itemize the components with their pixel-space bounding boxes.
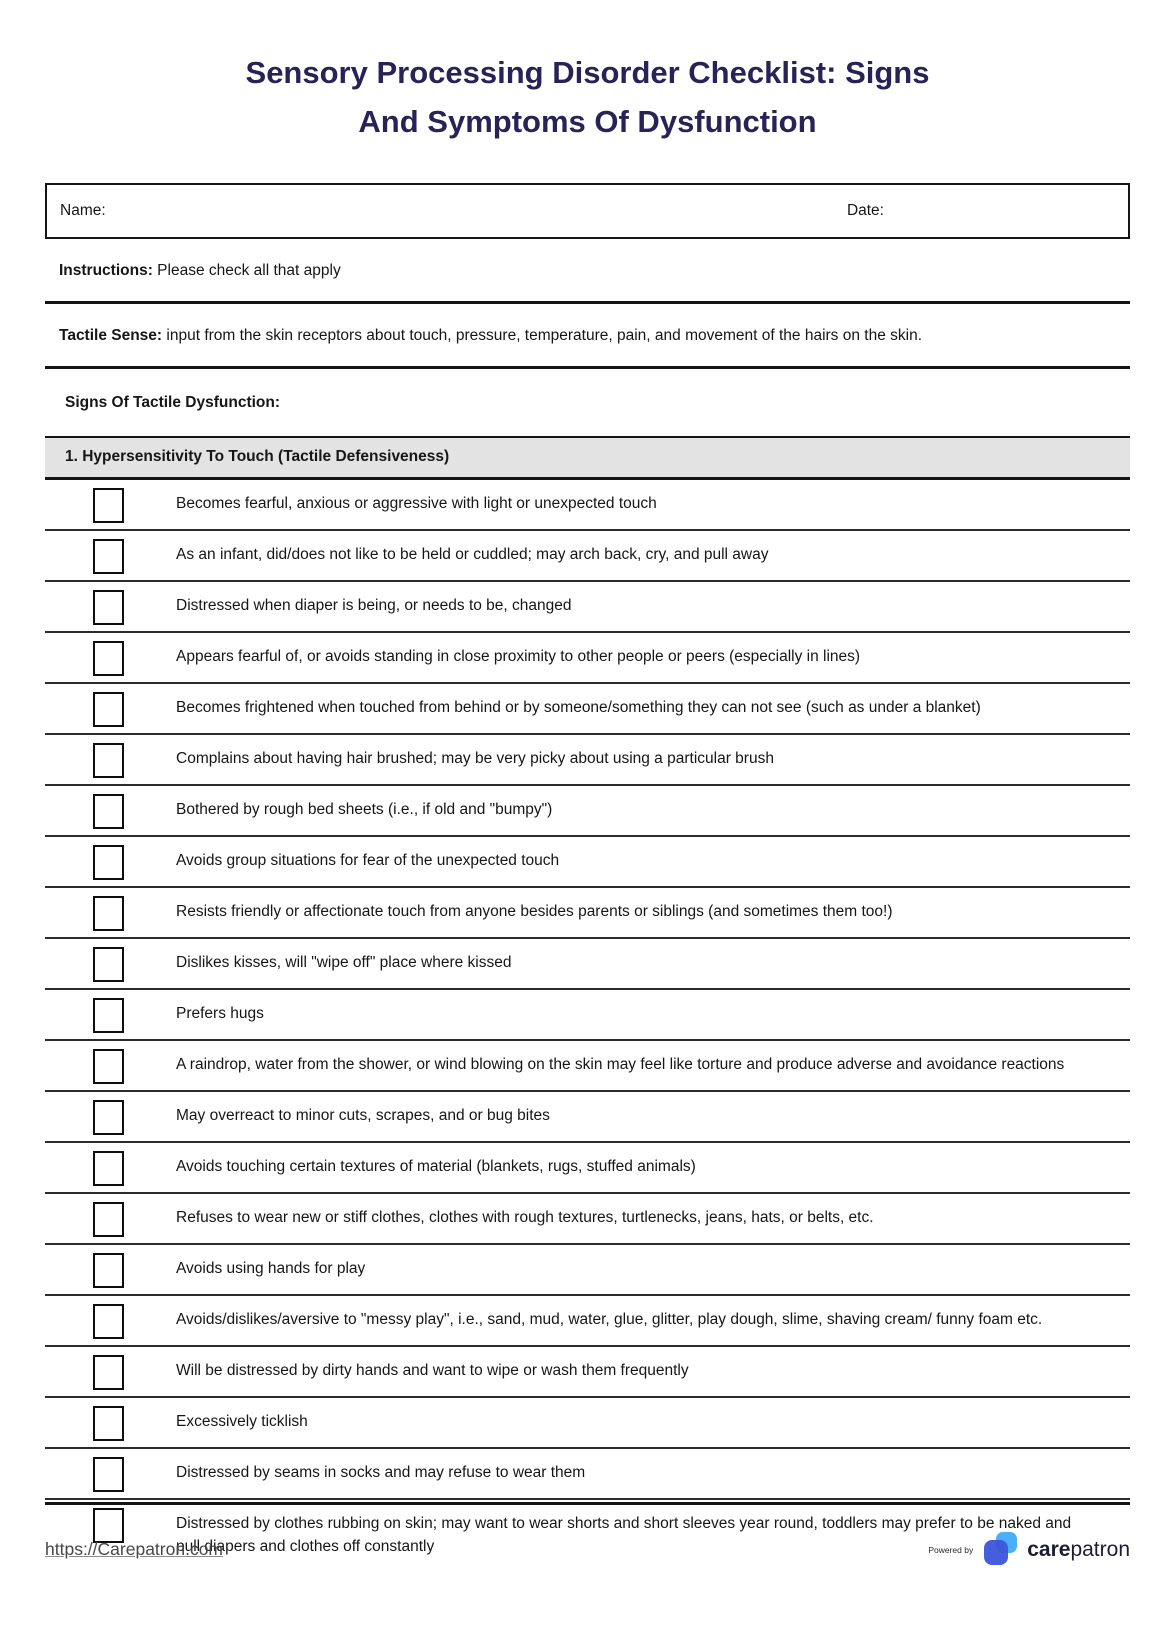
footer-link[interactable]: https://Carepatron.com (45, 1539, 223, 1559)
checklist-row (45, 888, 1130, 939)
checklist-item-text: Distressed by seams in socks and may refuse to wear them (176, 1464, 586, 1481)
checkbox[interactable] (93, 845, 124, 880)
checklist-row (45, 582, 1130, 633)
checklist-row (45, 1143, 1130, 1194)
checkbox[interactable] (93, 896, 124, 931)
carepatron-logo-icon (981, 1531, 1021, 1568)
checklist-row (45, 1398, 1130, 1449)
checklist-row (45, 480, 1130, 531)
checklist (45, 480, 1130, 1564)
signs-heading: Signs Of Tactile Dysfunction: (65, 394, 281, 411)
checklist-row (45, 1092, 1130, 1143)
checklist-item-text: Avoids/dislikes/aversive to "messy play", i.e., sand, mud, water, glue, glitter, play dough, slime, shaving cream/ funny foam etc. (176, 1311, 1043, 1328)
checkbox[interactable] (93, 692, 124, 727)
section-divider (45, 366, 1130, 369)
footer-row (45, 1531, 1130, 1568)
checklist-item-text: Distressed when diaper is being, or needs to be, changed (176, 597, 572, 614)
instructions-text: Please check all that apply (152, 262, 341, 279)
checklist-section-header: 1. Hypersensitivity To Touch (Tactile Defensiveness) (45, 436, 1130, 480)
date-label: Date: (846, 202, 884, 219)
tactile-sense-line (45, 325, 1130, 347)
checkbox[interactable] (93, 539, 124, 574)
checkbox[interactable] (93, 947, 124, 982)
checklist-item-text: Bothered by rough bed sheets (i.e., if old and "bumpy") (176, 801, 553, 818)
checklist-item-text: Excessively ticklish (176, 1413, 308, 1430)
checklist-row (45, 1245, 1130, 1296)
date-input-area[interactable] (884, 185, 1128, 237)
page-title-line2: And Symptoms Of Dysfunction (358, 104, 817, 139)
checkbox[interactable] (93, 1457, 124, 1492)
name-date-box (45, 183, 1130, 239)
checklist-row (45, 1449, 1130, 1500)
checkbox[interactable] (93, 590, 124, 625)
checkbox[interactable] (93, 794, 124, 829)
date-field (847, 185, 1128, 237)
checklist-item-text: Complains about having hair brushed; may be very picky about using a particular brush (176, 750, 774, 767)
checkbox[interactable] (93, 1406, 124, 1441)
page-footer (45, 1502, 1130, 1568)
checklist-item-text: Avoids using hands for play (176, 1260, 366, 1277)
checklist-item-text: Refuses to wear new or stiff clothes, clothes with rough textures, turtlenecks, jeans, hats, or belts, etc. (176, 1209, 874, 1226)
checklist-item-text: Avoids touching certain textures of material (blankets, rugs, stuffed animals) (176, 1158, 696, 1175)
checklist-row (45, 837, 1130, 888)
checkbox[interactable] (93, 488, 124, 523)
brand-name (1027, 1538, 1130, 1562)
checklist-row (45, 990, 1130, 1041)
checkbox[interactable] (93, 998, 124, 1033)
checklist-item-text: Becomes fearful, anxious or aggressive with light or unexpected touch (176, 495, 657, 512)
checklist-row (45, 735, 1130, 786)
checklist-row (45, 786, 1130, 837)
checkbox[interactable] (93, 1151, 124, 1186)
checkbox[interactable] (93, 743, 124, 778)
checklist-item-text: Appears fearful of, or avoids standing in close proximity to other people or peers (especially in lines) (176, 648, 861, 665)
checkbox[interactable] (93, 641, 124, 676)
checklist-row (45, 1347, 1130, 1398)
tactile-sense-label: Tactile Sense: (59, 327, 163, 344)
instructions-line (45, 260, 1130, 282)
checklist-item-text: Dislikes kisses, will "wipe off" place where kissed (176, 954, 512, 971)
checklist-item-text: Becomes frightened when touched from behind or by someone/something they can not see (such as under a blanket) (176, 699, 981, 716)
checklist-item-text: May overreact to minor cuts, scrapes, and or bug bites (176, 1107, 550, 1124)
checklist-item-text: Will be distressed by dirty hands and want to wipe or wash them frequently (176, 1362, 689, 1379)
checkbox[interactable] (93, 1202, 124, 1237)
checklist-row (45, 939, 1130, 990)
checklist-item-text: A raindrop, water from the shower, or wind blowing on the skin may feel like torture and produce adverse and avoidance reactions (176, 1056, 1065, 1073)
checkbox[interactable] (93, 1100, 124, 1135)
instructions-label: Instructions: (59, 262, 153, 279)
checklist-item-text: Avoids group situations for fear of the unexpected touch (176, 852, 560, 869)
checklist-row (45, 1041, 1130, 1092)
checklist-item-text: As an infant, did/does not like to be held or cuddled; may arch back, cry, and pull away (176, 546, 769, 563)
page-title (45, 0, 1130, 146)
tactile-sense-text: input from the skin receptors about touch, pressure, temperature, pain, and movement of the hairs on the skin. (162, 327, 923, 344)
checklist-row (45, 531, 1130, 582)
checklist-row (45, 1194, 1130, 1245)
checklist-row (45, 1296, 1130, 1347)
checkbox[interactable] (93, 1049, 124, 1084)
checklist-item-text: Prefers hugs (176, 1005, 264, 1022)
name-label: Name: (60, 202, 106, 219)
checklist-row (45, 633, 1130, 684)
checklist-item-text: Resists friendly or affectionate touch from anyone besides parents or siblings (and sometimes them too!) (176, 903, 893, 920)
powered-by-label: Powered by (928, 1544, 974, 1555)
brand-lockup (928, 1531, 1130, 1568)
section-divider (45, 301, 1130, 304)
checkbox[interactable] (93, 1304, 124, 1339)
checklist-item-text: Distressed by clothes rubbing on skin; may want to wear shorts and short sleeves year round, toddlers may prefer to be naked and pull diapers and clothes off constantly (176, 1515, 1072, 1555)
brand-name-bold: care (1027, 1537, 1071, 1561)
checklist-row (45, 684, 1130, 735)
brand-name-regular: patron (1070, 1537, 1130, 1561)
checkbox[interactable] (93, 1355, 124, 1390)
page-title-line1: Sensory Processing Disorder Checklist: Signs (245, 55, 930, 90)
footer-divider (45, 1502, 1130, 1505)
checkbox[interactable] (93, 1253, 124, 1288)
